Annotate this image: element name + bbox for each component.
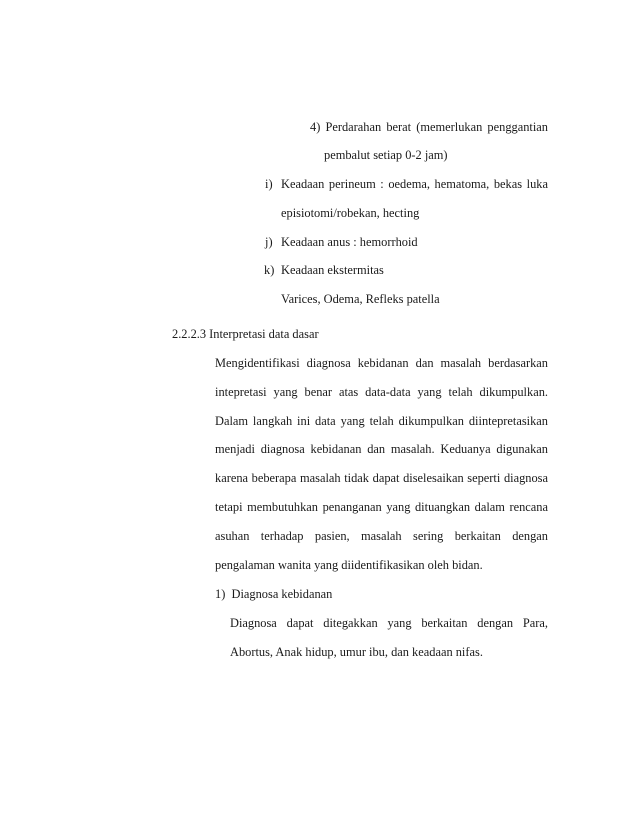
item-4-line-1	[310, 119, 548, 135]
item-j-text-1: Keadaan anus : hemorrhoid	[281, 235, 418, 249]
item-4-line-2	[324, 147, 448, 163]
item-i-line-2	[281, 205, 419, 221]
item-k-marker: k)	[264, 263, 275, 277]
sub-item-1-line-2: Abortus, Anak hidup, umur ibu, dan keadaan nifas.	[230, 645, 483, 659]
paragraph-line-6: tetapi membutuhkan penanganan yang dituangkan dalam rencana	[215, 500, 548, 514]
item-k-text-1: Keadaan ekstermitas	[281, 263, 384, 277]
paragraph-line-3: Dalam langkah ini data yang telah dikumpulkan diintepretasikan	[215, 414, 548, 428]
item-k-line-2	[281, 291, 440, 307]
item-i-line-1	[281, 176, 548, 192]
paragraph-line-4: menjadi diagnosa kebidanan dan masalah. Keduanya digunakan	[215, 442, 548, 456]
sub-item-1-line-1: Diagnosa dapat ditegakkan yang berkaitan dengan Para,	[230, 616, 548, 630]
paragraph-line-2: intepretasi yang benar atas data-data yang telah dikumpulkan.	[215, 385, 548, 399]
item-4-number: 4)	[310, 120, 321, 134]
item-j-marker: j)	[265, 235, 273, 249]
paragraph-line-1: Mengidentifikasi diagnosa kebidanan dan masalah berdasarkan	[215, 356, 548, 370]
item-i-marker: i)	[265, 177, 273, 191]
item-4-text-1: Perdarahan berat (memerlukan penggantian	[325, 120, 548, 134]
paragraph-line-5: karena beberapa masalah tidak dapat diselesaikan seperti diagnosa	[215, 471, 548, 485]
item-k-text-2: Varices, Odema, Refleks patella	[281, 292, 440, 306]
item-j-line-1	[281, 234, 418, 250]
item-k-line-1	[281, 262, 384, 278]
item-i-text-1: Keadaan perineum : oedema, hematoma, bekas luka	[281, 177, 548, 191]
paragraph-line-8: pengalaman wanita yang diidentifikasikan oleh bidan.	[215, 558, 483, 572]
item-4-text-2: pembalut setiap 0-2 jam)	[324, 148, 448, 162]
item-i-text-2: episiotomi/robekan, hecting	[281, 206, 420, 220]
paragraph-line-7: asuhan terhadap pasien, masalah sering berkaitan dengan	[215, 529, 548, 543]
sub-item-1-heading: 1) Diagnosa kebidanan	[215, 587, 333, 601]
section-heading: 2.2.2.3 Interpretasi data dasar	[172, 327, 319, 341]
